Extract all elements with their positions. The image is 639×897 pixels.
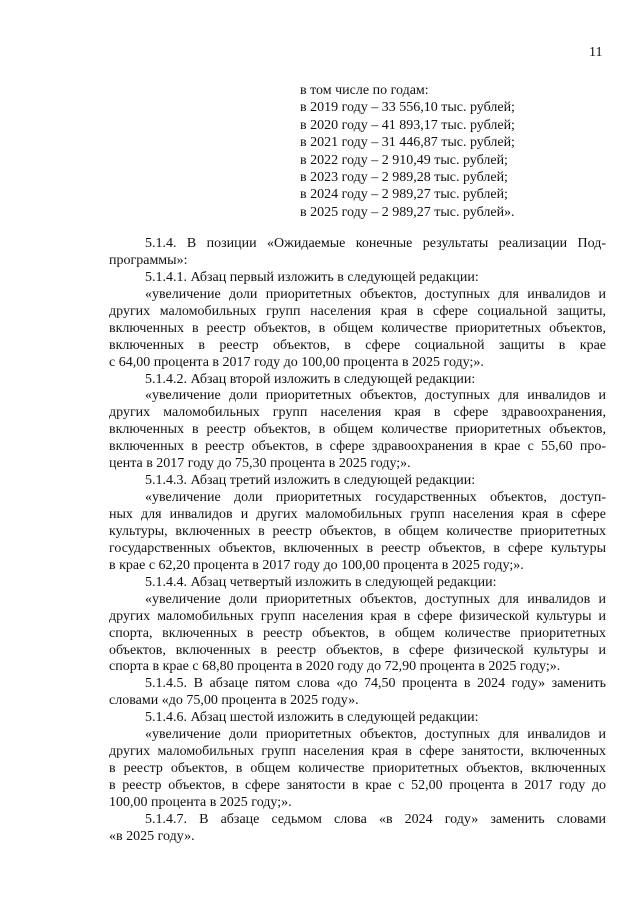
text-line: включенных в реестр объектов, в сфере здравоохранения в крае с 55,60 про- bbox=[109, 439, 606, 455]
year-list-line: в том числе по годам: bbox=[300, 83, 429, 98]
year-list-line: в 2025 году – 2 989,27 тыс. рублей». bbox=[300, 204, 515, 220]
text-line: «увеличение доли приоритетных объектов, доступных для инвалидов и bbox=[145, 727, 606, 743]
text-line: «увеличение доли приоритетных объектов, доступных для инвалидов и bbox=[145, 286, 606, 302]
text-line: спорта в крае с 68,80 процента в 2020 году до 72,90 процента в 2025 году;». bbox=[109, 659, 561, 675]
text-line: в реестр объектов, в сфере занятости в крае с 52,00 процента в 2017 году до bbox=[109, 778, 606, 793]
text-line: 5.1.4.2. Абзац второй изложить в следующей редакции: bbox=[145, 371, 476, 387]
funding-by-year-list bbox=[300, 82, 515, 221]
text-line: 5.1.4.7. В абзаце седьмом слова «в 2024 году» заменить словами bbox=[145, 811, 606, 827]
text-line: «увеличение доли приоритетных государственных объектов, доступ- bbox=[145, 490, 606, 506]
text-line: других маломобильных групп населения края в сфере социальной защиты, bbox=[109, 303, 606, 319]
text-line: ных для инвалидов и других маломобильных групп населения края в сфере bbox=[109, 507, 606, 522]
text-line: 5.1.4.1. Абзац первый изложить в следующей редакции: bbox=[145, 269, 479, 285]
year-list-line: в 2022 году – 2 910,49 тыс. рублей; bbox=[300, 152, 508, 168]
text-line: в крае с 62,20 процента в 2017 году до 100,00 процента в 2025 году;». bbox=[109, 557, 524, 573]
year-list-line: в 2020 году – 41 893,17 тыс. рублей; bbox=[300, 117, 515, 133]
text-line: «увеличение доли приоритетных объектов, доступных для инвалидов и bbox=[145, 388, 606, 404]
text-line: 5.1.4.6. Абзац шестой изложить в следующей редакции: bbox=[145, 710, 479, 726]
text-line: других маломобильных групп населения края в сфере физической культуры и bbox=[109, 608, 606, 624]
year-list-line: в 2024 году – 2 989,27 тыс. рублей; bbox=[300, 187, 508, 203]
text-line: 5.1.4.3. Абзац третий изложить в следующей редакции: bbox=[145, 473, 476, 489]
year-list-line: в 2019 году – 33 556,10 тыс. рублей; bbox=[300, 100, 515, 116]
text-line: государственных объектов, включенных в реестр объектов, в сфере культуры bbox=[109, 540, 606, 556]
text-line: программы»: bbox=[109, 252, 188, 268]
text-line: других маломобильных групп населения края в сфере занятости, включенных bbox=[109, 744, 606, 760]
text-line: включенных в реестр объектов, в общем количестве приоритетных объектов, bbox=[109, 320, 606, 336]
text-line: 5.1.4.4. Абзац четвертый изложить в следующей редакции: bbox=[145, 574, 497, 590]
text-line: объектов, включенных в реестр объектов, в сфере физической культуры и bbox=[109, 642, 606, 658]
text-line: в реестр объектов, в общем количестве приоритетных объектов, включенных bbox=[109, 761, 606, 777]
year-list-line: в 2021 году – 31 446,87 тыс. рублей; bbox=[300, 135, 515, 151]
text-line: «увеличение доли приоритетных объектов, доступных для инвалидов и bbox=[145, 591, 606, 607]
text-line: спорта, включенных в реестр объектов, в общем количестве приоритетных bbox=[109, 625, 606, 641]
document-body bbox=[109, 236, 606, 846]
year-list-line: в 2023 году – 2 989,28 тыс. рублей; bbox=[300, 170, 508, 186]
text-line: культуры, включенных в реестр объектов, в общем количестве приоритетных bbox=[109, 523, 606, 539]
text-line: 100,00 процента в 2025 году;». bbox=[109, 794, 292, 810]
text-line: включенных в реестр объектов, в общем количестве приоритетных объектов, bbox=[109, 422, 606, 438]
text-line: «в 2025 году». bbox=[109, 828, 195, 844]
text-line: с 64,00 процента в 2017 году до 100,00 процента в 2025 году;». bbox=[109, 354, 484, 370]
page-number: 11 bbox=[589, 45, 603, 60]
text-line: 5.1.4.5. В абзаце пятом слова «до 74,50 процента в 2024 году» заменить bbox=[145, 676, 606, 692]
text-line: 5.1.4. В позиции «Ожидаемые конечные результаты реализации Под- bbox=[145, 236, 606, 251]
text-line: включенных в реестр объектов, в сфере социальной защиты в крае bbox=[109, 337, 606, 353]
text-line: словами «до 75,00 процента в 2025 году». bbox=[109, 693, 359, 709]
text-line: цента в 2017 году до 75,30 процента в 2025 году;». bbox=[109, 456, 411, 472]
text-line: других маломобильных групп населения края в сфере здравоохранения, bbox=[109, 405, 606, 421]
